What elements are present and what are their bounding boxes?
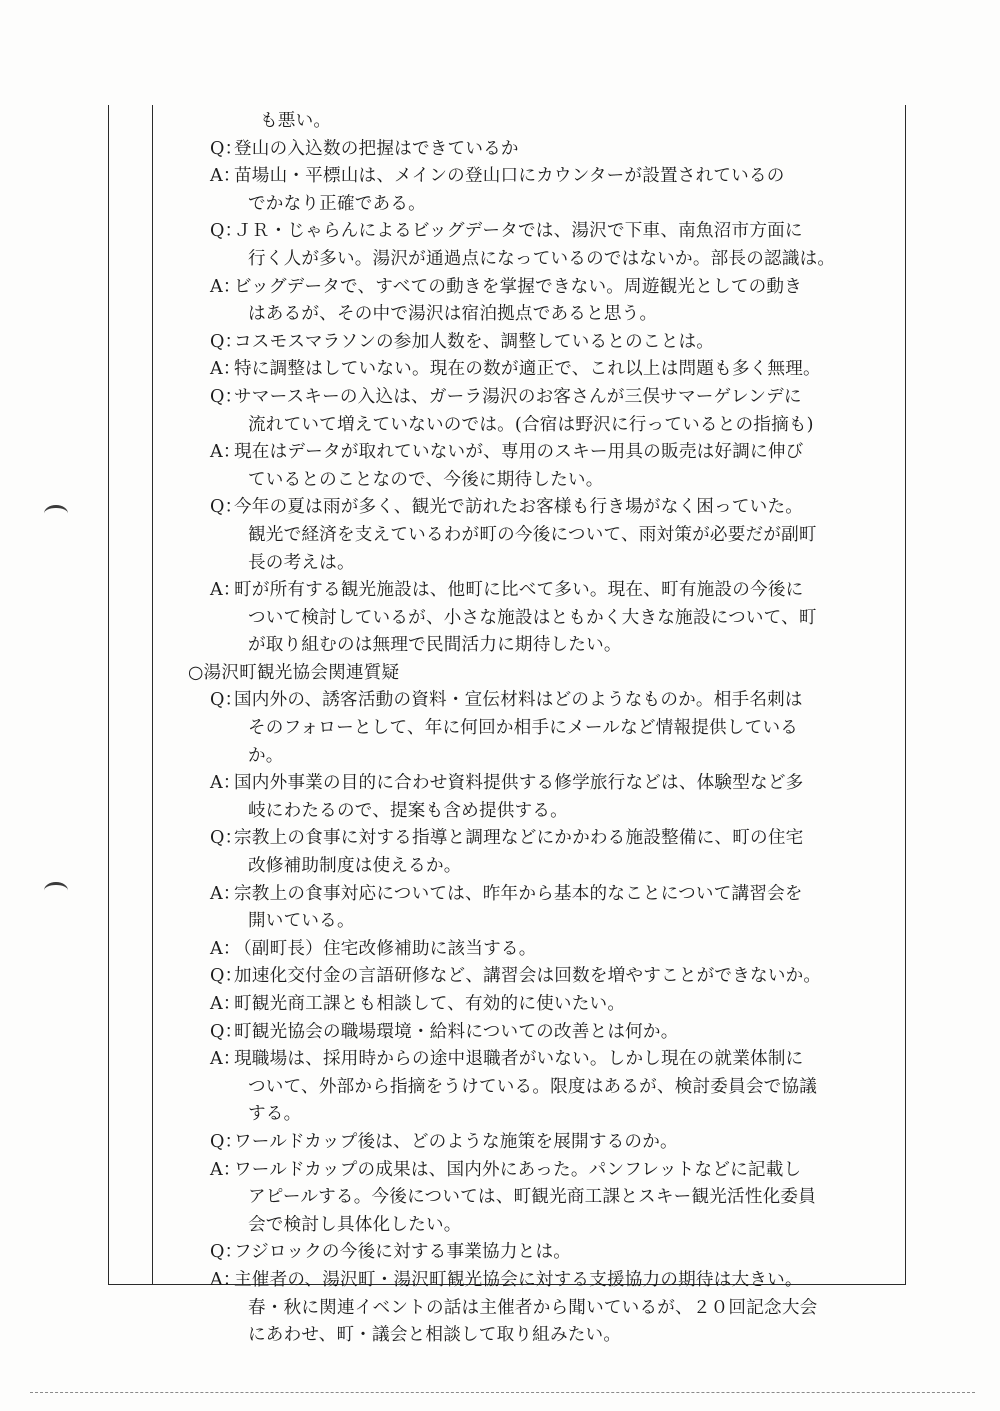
continuation-line [160,301,900,329]
line-text: サマースキーの入込は、ガーラ湯沢のお客さんが三俣サマーゲレンデに [234,386,802,407]
line-text: 開いている。 [248,911,355,932]
continuation-line [160,1295,900,1323]
line-text: アピールする。今後については、町観光商工課とスキー観光活性化委員 [248,1187,816,1208]
qa-label: Q： [210,386,243,407]
qa-label: A： [210,580,241,601]
qa-label: Q： [210,138,243,159]
punch-hole-bottom [44,882,68,899]
line-text: 長の考えは。 [248,552,355,573]
line-text: も悪い。 [260,111,332,131]
line-text: ついて検討しているが、小さな施設はともかく大きな施設について、町 [248,607,817,628]
line-text: 加速化交付金の言語研修など、講習会は回数を増やすことができないか。 [234,966,822,987]
line-text: 現在はデータが取れていないが、専用のスキー用具の販売は好調に伸び [234,442,804,463]
line-text: ているとのことなので、今後に期待したい。 [248,469,604,490]
qa-line [160,384,900,412]
line-text: （副町長）住宅改修補助に該当する。 [234,938,537,959]
continuation-line [160,191,900,219]
continuation-line [160,246,900,274]
qa-label: Q： [210,1131,243,1152]
continuation-line [160,853,900,881]
continuation-line [160,550,900,578]
qa-line [160,136,900,164]
qa-label: A： [210,773,241,794]
line-text: ついて、外部から指摘をうけている。限度はあるが、検討委員会で協議 [248,1076,818,1097]
qa-line [160,163,900,191]
line-text: 春・秋に関連イベントの話は主催者から聞いているが、２０回記念大会 [248,1297,818,1318]
bottom-rule [30,1392,975,1393]
qa-line [160,881,900,909]
qa-label: Q： [210,828,243,849]
line-text: 現職場は、採用時からの途中退職者がいない。しかし現在の就業体制に [234,1049,804,1070]
qa-line [160,1129,900,1157]
qa-content [160,108,900,1350]
continuation-line [160,1184,900,1212]
continuation-line [160,798,900,826]
line-text: 観光で経済を支えているわが町の今後について、雨対策が必要だが副町 [248,524,817,545]
qa-line [160,1019,900,1047]
line-text: 特に調整はしていない。現在の数が適正で、これ以上は問題も多く無理。 [234,359,821,380]
line-text: 改修補助制度は使えるか。 [248,856,462,877]
qa-label: A： [210,166,241,187]
continuation-line [160,632,900,660]
qa-line [160,825,900,853]
line-text: にあわせ、町・議会と相談して取り組みたい。 [248,1325,622,1346]
section-heading [160,660,900,688]
line-text: 苗場山・平標山は、メインの登山口にカウンターが設置されているの [234,166,785,187]
continuation-line [160,108,900,136]
line-text: 国内外事業の目的に合わせ資料提供する修学旅行などは、体験型など多 [234,773,804,794]
continuation-line [160,467,900,495]
line-text: 行く人が多い。湯沢が通過点になっているのではないか。部長の認識は。 [248,248,836,269]
line-text: ○湯沢町観光協会関連質疑 [188,662,400,683]
qa-line [160,329,900,357]
qa-label: A： [210,442,241,463]
continuation-line [160,743,900,771]
qa-line [160,991,900,1019]
continuation-line [160,522,900,550]
line-text: 宗教上の食事に対する指導と調理などにかかわる施設整備に、町の住宅 [234,828,804,849]
line-text: ビッグデータで、すべての動きを掌握できない。周遊観光としての動き [234,276,802,297]
qa-line [160,770,900,798]
line-text: 主催者の、湯沢町・湯沢町観光協会に対する支援協力の期待は大きい。 [234,1269,803,1290]
line-text: が取り組むのは無理で民間活力に期待したい。 [248,635,622,656]
line-text: そのフォローとして、年に何回か相手にメールなど情報提供している [248,718,799,739]
line-text: 流れていて増えていないのでは。(合宿は野沢に行っているとの指摘も) [248,414,814,435]
line-text: ワールドカップ後は、どのような施策を展開するのか。 [234,1131,678,1152]
qa-line [160,1046,900,1074]
qa-label: Q： [210,221,243,242]
continuation-line [160,1212,900,1240]
qa-line [160,1239,900,1267]
qa-line [160,963,900,991]
qa-line [160,1157,900,1185]
line-text: ＪＲ・じゃらんによるビッグデータでは、湯沢で下車、南魚沼市方面に [234,221,803,242]
continuation-line [160,908,900,936]
qa-line [160,494,900,522]
qa-label: Q： [210,1242,243,1263]
continuation-line [160,1101,900,1129]
qa-label: A： [210,994,241,1014]
line-text: 今年の夏は雨が多く、観光で訪れたお客様も行き場がなく困っていた。 [234,497,804,518]
continuation-line [160,412,900,440]
continuation-line [160,1322,900,1350]
continuation-line [160,715,900,743]
qa-label: A： [210,883,241,904]
qa-line [160,687,900,715]
line-text: ワールドカップの成果は、国内外にあった。パンフレットなどに記載し [234,1159,802,1180]
qa-label: Q： [210,497,243,518]
qa-label: A： [210,1269,241,1290]
qa-line [160,577,900,605]
line-text: コスモスマラソンの参加人数を、調整しているとのことは。 [234,331,715,352]
punch-hole-top [44,505,68,522]
line-text: 町観光商工課とも相談して、有効的に使いたい。 [234,994,626,1014]
line-text: 国内外の、誘客活動の資料・宣伝材料はどのようなものか。相手名刺は [234,690,803,711]
qa-label: Q： [210,1021,243,1042]
qa-line [160,274,900,302]
line-text: する。 [248,1104,302,1125]
line-text: フジロックの今後に対する事業協力とは。 [234,1242,572,1263]
line-text: はあるが、その中で湯沢は宿泊拠点であると思う。 [248,304,658,325]
qa-label: Q： [210,331,243,352]
line-text: 宗教上の食事対応については、昨年から基本的なことについて講習会を [234,883,803,904]
qa-line [160,218,900,246]
qa-label: A： [210,276,241,297]
line-text: 登山の入込数の把握はできているか [234,138,519,159]
line-text: でかなり正確である。 [248,193,426,214]
line-text: か。 [248,745,284,766]
continuation-line [160,605,900,633]
line-text: 町が所有する観光施設は、他町に比べて多い。現在、町有施設の今後に [234,580,804,601]
column-divider [152,105,153,1285]
qa-label: Q： [210,690,243,711]
line-text: 町観光協会の職場環境・給料についての改善とは何か。 [234,1021,679,1042]
qa-line [160,1267,900,1295]
qa-label: A： [210,359,241,380]
qa-label: Q： [210,966,243,987]
qa-line [160,356,900,384]
qa-label: A： [210,1049,241,1070]
qa-label: A： [210,1159,241,1180]
qa-label: A： [210,938,241,959]
line-text: 会で検討し具体化したい。 [248,1214,462,1235]
continuation-line [160,1074,900,1102]
qa-line [160,439,900,467]
line-text: 岐にわたるので、提案も含め提供する。 [248,800,568,821]
qa-line [160,936,900,964]
